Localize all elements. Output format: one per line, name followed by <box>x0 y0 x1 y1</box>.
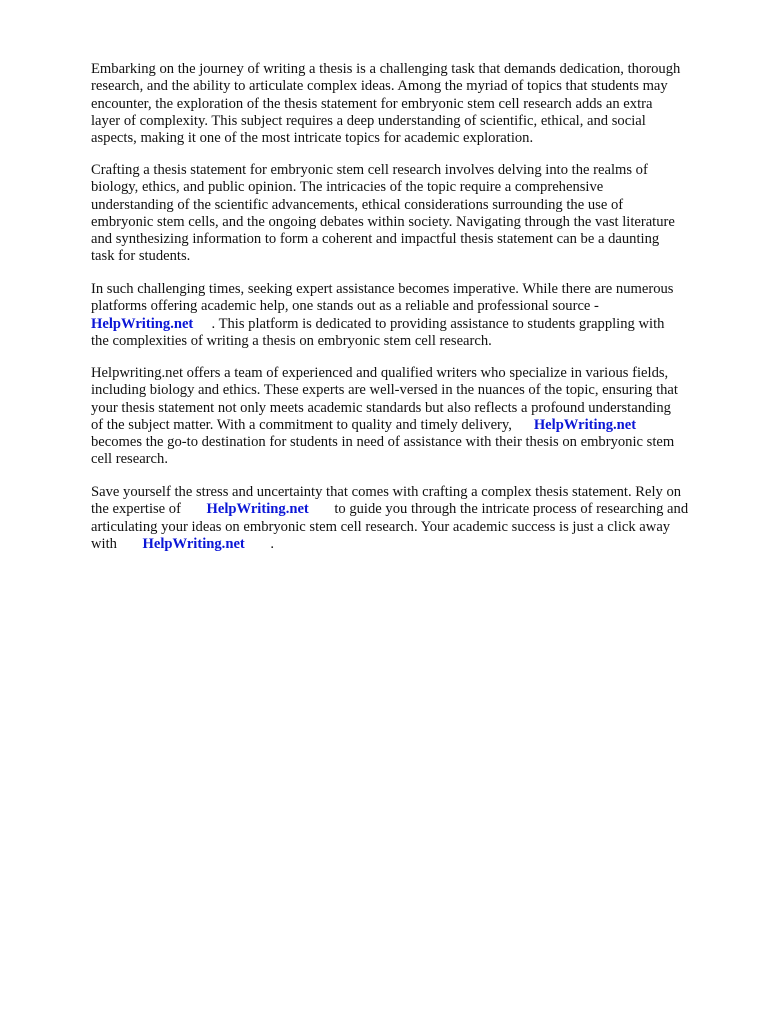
text-line: articulating your ideas on embryonic stem cell research. Your academic success is just a click away <box>91 518 671 535</box>
text-fragment: . This platform is dedicated to providing assistance to students grappling with <box>193 315 665 332</box>
text-line: Crafting a thesis statement for embryonic stem cell research involves delving into the realms of <box>91 162 648 178</box>
text-fragment: . <box>244 535 274 552</box>
text-line: biology, ethics, and public opinion. The intricacies of the topic require a comprehensive <box>91 179 604 196</box>
text-line <box>91 417 723 434</box>
text-line: research, and the ability to articulate complex ideas. Among the myriad of topics that students may <box>91 78 668 95</box>
helpwriting-link[interactable]: HelpWriting.net <box>91 315 194 332</box>
text-line: task for students. <box>91 248 191 265</box>
text-line: encounter, the exploration of the thesis statement for embryonic stem cell research adds an extra <box>91 95 653 112</box>
text-line: including biology and ethics. These experts are well-versed in the nuances of the topic, ensuring that <box>91 382 678 399</box>
helpwriting-link[interactable]: HelpWriting.net <box>206 501 309 518</box>
text-line: In such challenging times, seeking expert assistance becomes imperative. While there are numerous <box>91 281 674 297</box>
text-line: cell research. <box>91 451 168 468</box>
text-line <box>91 536 723 553</box>
text-line: Embarking on the journey of writing a thesis is a challenging task that demands dedication, thorough <box>91 61 681 77</box>
text-line: Helpwriting.net offers a team of experienced and qualified writers who specialize in various fields, <box>91 365 669 381</box>
paragraph-assistance <box>91 281 723 350</box>
helpwriting-link[interactable]: HelpWriting.net <box>142 535 245 552</box>
text-line: understanding of the scientific advancements, ethical considerations surrounding the use of <box>91 196 624 213</box>
text-line: aspects, making it one of the most intricate topics for academic exploration. <box>91 130 534 147</box>
text-fragment: of the subject matter. With a commitment to quality and timely delivery, <box>91 416 534 433</box>
paragraph-conclusion <box>91 484 723 553</box>
helpwriting-link[interactable]: HelpWriting.net <box>533 416 637 433</box>
text-line: layer of complexity. This subject requires a deep understanding of scientific, ethical, and social <box>91 112 646 129</box>
text-line: Save yourself the stress and uncertainty that comes with crafting a complex thesis statement. Rely on <box>91 484 682 500</box>
text-line: your thesis statement not only meets academic standards but also reflects a profound understanding <box>91 399 671 416</box>
text-line: platforms offering academic help, one stands out as a reliable and professional source - <box>91 298 599 315</box>
paragraph-intro <box>91 61 723 147</box>
text-line: becomes the go-to destination for students in need of assistance with their thesis on embryonic stem <box>91 434 675 451</box>
paragraph-crafting <box>91 162 723 266</box>
text-line <box>91 501 723 518</box>
text-fragment: with <box>91 535 143 552</box>
text-line <box>91 316 723 333</box>
text-fragment: the expertise of <box>91 501 207 518</box>
text-line: and synthesizing information to form a coherent and impactful thesis statement can be a daunting <box>91 231 660 248</box>
paragraph-writers <box>91 365 723 469</box>
text-fragment: to guide you through the intricate process of researching and <box>308 501 689 518</box>
text-line: the complexities of writing a thesis on embryonic stem cell research. <box>91 332 492 349</box>
text-line: embryonic stem cells, and the ongoing debates within society. Navigating through the vast literature <box>91 213 675 230</box>
